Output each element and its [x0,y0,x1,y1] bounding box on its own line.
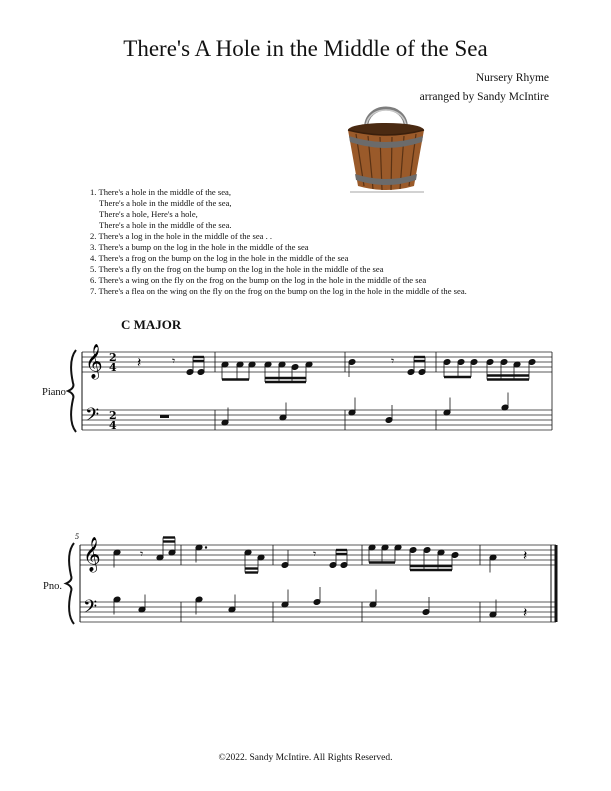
treble-clef: 𝄞 [85,344,103,379]
key-label: C MAJOR [121,317,182,332]
bass-clef: 𝄢 [83,597,98,622]
bass-clef: 𝄢 [85,405,100,430]
lyric-line: There's a hole in the middle of the sea, [99,198,232,208]
grand-staff-brace [68,350,76,432]
quarter-rest: 𝄽 [523,548,528,564]
lyric-line: 1. There's a hole in the middle of the sea, [90,187,231,197]
eighth-rest: 𝄾 [172,354,176,368]
eighth-rest: 𝄾 [391,354,395,368]
whole-rest [160,415,169,418]
time-signature-top: 2 [109,409,117,422]
quarter-rest: 𝄽 [523,605,528,621]
measure-number: 5 [75,532,79,541]
lyric-line: 4. There's a frog on the bump on the log in the hole in the middle of the sea [90,253,349,263]
lyric-line: 6. There's a wing on the fly on the frog on the bump on the log in the hole in the middle of the sea [90,275,427,285]
eighth-rest: 𝄾 [140,547,144,561]
lyric-line: There's a hole, Here's a hole, [99,209,198,219]
instrument-label-short: Pno. [43,581,62,592]
copyright-footer: ©2022. Sandy McIntire. All Rights Reserved. [218,753,393,763]
arranger-credit: arranged by Sandy McIntire [419,91,549,103]
lyric-line: 5. There's a fly on the frog on the bump on the log in the hole in the middle of the sea [90,264,384,274]
grand-staff-brace [66,543,74,624]
lyric-line: 7. There's a flea on the wing on the fly on the frog on the bump on the log in the hole in the middle of the sea. [90,286,467,296]
treble-clef: 𝄞 [83,537,101,572]
augmentation-dot [205,546,207,548]
lyric-line: 3. There's a bump on the log in the hole in the middle of the sea [90,242,309,252]
time-signature-bottom: 4 [109,419,117,432]
lyric-line: There's a hole in the middle of the sea. [99,220,232,230]
time-signature-bottom: 4 [109,361,117,374]
lyric-line: 2. There's a log in the hole in the middle of the sea . . [90,231,273,241]
subtitle: Nursery Rhyme [475,72,549,84]
quarter-rest: 𝄽 [137,355,142,371]
time-signature-top: 2 [109,351,117,364]
instrument-label: Piano [42,387,66,398]
page-title: There's A Hole in the Middle of the Sea [123,36,488,61]
eighth-rest: 𝄾 [313,547,317,561]
